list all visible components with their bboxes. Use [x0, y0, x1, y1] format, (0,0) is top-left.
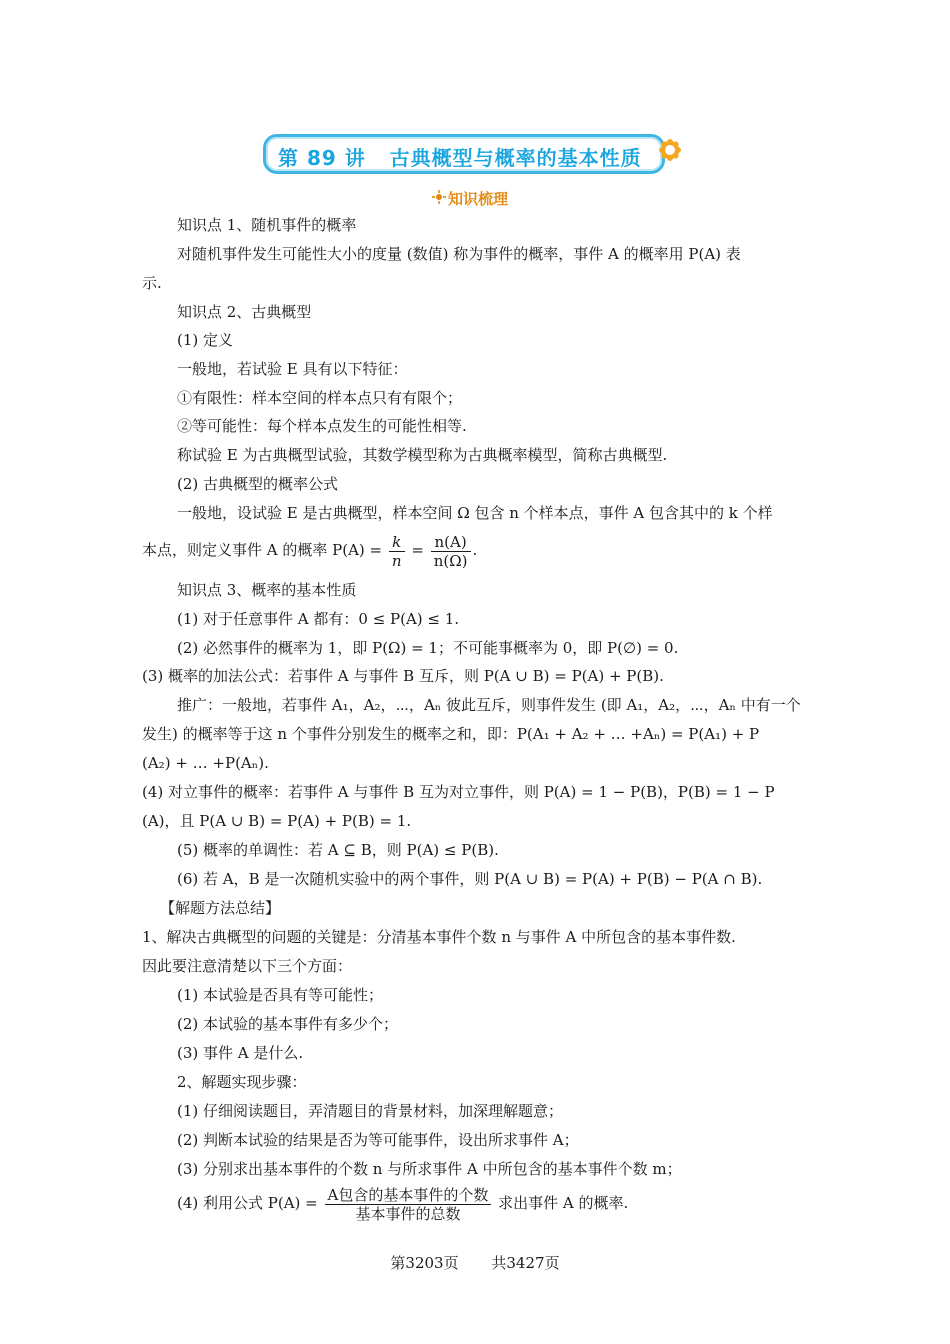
method-title: 【解题方法总结】	[160, 899, 281, 917]
page-total: 共3427页	[491, 1254, 560, 1272]
k3-item-3: (3) 概率的加法公式：若事件 A 与事件 B 互斥，则 P(A ∪ B) = P(A) + P(B).	[142, 667, 664, 685]
k2-formula-line-1: 一般地，设试验 E 是古典概型，样本空间 Ω 包含 n 个样本点，事件 A 包含其中的 k 个样	[177, 504, 773, 522]
k2-line-3: ②等可能性：每个样本点发生的可能性相等.	[177, 417, 467, 435]
method-2-step-4: (4) 利用公式 P(A) = $\frac{\text{A包含的基本事件的个数}}{\text{基本事件的总数}}$ 求出事件 A 的概率.	[177, 1185, 629, 1223]
method-1-item-3: (3) 事件 A 是什么.	[177, 1044, 304, 1062]
k2-formula-heading: (2) 古典概型的概率公式	[177, 475, 339, 493]
fraction-nA-over-nOmega: $\frac{n(A)}{n(\Omega)}$	[431, 533, 471, 570]
k3-generalization-3: (A₂) + … +P(Aₙ).	[142, 754, 269, 772]
k1-paragraph-cont: 示.	[142, 274, 162, 292]
lecture-number: 第 89 讲	[278, 146, 366, 170]
k3-item-4-cont: (A)，且 P(A ∪ B) = P(A) + P(B) = 1.	[142, 812, 412, 830]
k3-title: 知识点 3、概率的基本性质	[177, 581, 357, 599]
section-heading: 知识梳理	[432, 188, 508, 209]
k3-generalization-2: 发生) 的概率等于这 n 个事件分别发生的概率之和，即：P(A₁ + A₂ + … +Aₙ) = P(A₁) + P	[142, 725, 760, 743]
method-2-step-3: (3) 分别求出基本事件的个数 n 与所求事件 A 中所包含的基本事件个数 m；	[177, 1160, 682, 1178]
k2-formula-line-2: 本点，则定义事件 A 的概率 P(A) = $\frac{k}{n}$ = $\frac{n(A)}{n(\Omega)}$ .	[142, 532, 478, 570]
k2-line-4: 称试验 E 为古典概型试验，其数学模型称为古典概率模型，简称古典概型.	[177, 446, 668, 464]
method-1: 1、解决古典概型的问题的关键是：分清基本事件个数 n 与事件 A 中所包含的基本事件数.	[142, 928, 736, 946]
fraction-formula: $\frac{\text{A包含的基本事件的个数}}{\text{基本事件的总数}}$	[325, 1186, 492, 1223]
k1-title: 知识点 1、随机事件的概率	[177, 216, 357, 234]
method-2: 2、解题实现步骤：	[177, 1073, 307, 1091]
lecture-name: 古典概型与概率的基本性质	[389, 146, 642, 170]
k3-item-2: (2) 必然事件的概率为 1，即 P(Ω) = 1；不可能事概率为 0，即 P(∅) = 0.	[177, 639, 679, 657]
method-1-item-1: (1) 本试验是否具有等可能性；	[177, 986, 384, 1004]
k2-title: 知识点 2、古典概型	[177, 303, 312, 321]
k2-line-2: ①有限性：样本空间的样本点只有有限个；	[177, 389, 463, 407]
k3-item-1: (1) 对于任意事件 A 都有：0 ≤ P(A) ≤ 1.	[177, 610, 460, 628]
k3-item-4: (4) 对立事件的概率：若事件 A 与事件 B 互为对立事件，则 P(A) = 1 − P(B)，P(B) = 1 − P	[142, 783, 775, 801]
sun-icon	[432, 190, 446, 204]
k3-generalization-1: 推广：一般地，若事件 A₁，A₂，⋯，Aₙ 彼此互斥，则事件发生 (即 A₁，A₂，⋯，Aₙ 中有一个	[177, 696, 801, 714]
method-1-item-2: (2) 本试验的基本事件有多少个；	[177, 1015, 399, 1033]
k3-item-6: (6) 若 A，B 是一次随机实验中的两个事件，则 P(A ∪ B) = P(A) + P(B) − P(A ∩ B).	[177, 870, 763, 888]
page-number: 第3203页	[390, 1254, 459, 1272]
fraction-k-over-n: $\frac{k}{n}$	[389, 533, 405, 570]
k2-line-1: 一般地，若试验 E 具有以下特征：	[177, 360, 408, 378]
method-2-step-1: (1) 仔细阅读题目，弄清题目的背景材料，加深理解题意；	[177, 1102, 564, 1120]
k1-paragraph: 对随机事件发生可能性大小的度量 (数值) 称为事件的概率，事件 A 的概率用 P(A) 表	[177, 245, 741, 263]
k2-definition-heading: (1) 定义	[177, 331, 234, 349]
method-1-cont: 因此要注意清楚以下三个方面：	[142, 957, 353, 975]
flower-icon	[648, 128, 692, 172]
method-2-step-2: (2) 判断本试验的结果是否为等可能事件，设出所求事件 A；	[177, 1131, 579, 1149]
page-footer	[0, 1252, 950, 1273]
lecture-title	[278, 142, 642, 171]
k3-item-5: (5) 概率的单调性：若 A ⊆ B，则 P(A) ≤ P(B).	[177, 841, 499, 859]
